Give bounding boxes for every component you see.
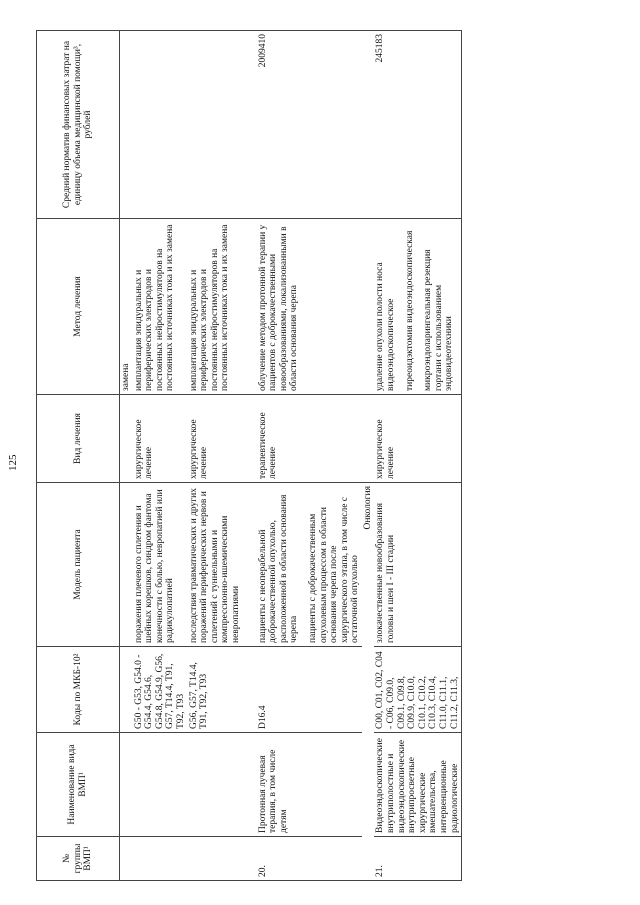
treatment-cell: хирургическое лечение: [374, 395, 461, 483]
vmp-name-cell: Протонная лучевая терапия, в том числе детям: [257, 733, 362, 837]
header-group-number: № группы ВМП¹: [37, 837, 120, 881]
method-cell: замена: [120, 219, 133, 395]
header-cost-norm: Средний норматив финансовых затрат на единицу объема медицинской помощи³, рублей: [37, 31, 120, 219]
section-title: Онкология: [362, 483, 375, 881]
treatment-cell: хирургическое лечение: [188, 395, 243, 483]
treatment-cell: хирургическое лечение: [133, 395, 188, 483]
model-cell: поражения плечевого сплетения и шейных корешков, синдром фантома конечности с болью, невропатией или радикулопатией: [133, 483, 188, 647]
group-number-cell: 21.: [374, 837, 461, 881]
vmp-table: [36, 30, 462, 881]
header-icd-codes: Коды по МКБ-10²: [37, 647, 120, 733]
cost-cell: 245183: [374, 31, 461, 219]
header-patient-model: Модель пациента: [37, 483, 120, 647]
method-text: тиреоидэктомия видеоэндоскопическая: [404, 230, 415, 391]
table-row: [374, 31, 461, 881]
method-text: микроэндоларингеальная резекция гортани с использованием эндовидеотехники: [423, 249, 455, 391]
table-row: [257, 31, 362, 881]
method-cell: облучение методом протонной терапии у пациентов с доброкачественными новообразованиями, локализованными в области основания черепа: [257, 219, 362, 395]
model-cell: последствия травматических и других поражений периферических нервов и сплетений с туннельными и компрессионно-ишемическими невропатиями: [188, 483, 243, 647]
table-row: [243, 31, 257, 881]
table-row: [133, 31, 188, 881]
table-header-row: [37, 31, 120, 881]
cost-cell: 2009410: [257, 31, 362, 219]
model-text: пациенты с доброкачественным опухолевым процессом в области основания черепа после хирургического этапа, в том числе с остаточной опухолью: [307, 496, 361, 643]
group-number-cell: 20.: [257, 837, 362, 881]
method-text: удаление опухоли полости носа видеоэндоскопическое: [375, 262, 397, 391]
header-treatment-method: Метод лечения: [37, 219, 120, 395]
method-cell: имплантация эпидуральных и периферических электродов и постоянных нейростимуляторов на постоянных источниках тока и их замена: [133, 219, 188, 395]
codes-cell: G56, G57, T14.4, T91, T92, T93: [188, 647, 243, 733]
method-cell: имплантация эпидуральных и периферических электродов и постоянных нейростимуляторов на постоянных источниках тока и их замена: [188, 219, 243, 395]
page-number: 125: [7, 454, 19, 471]
header-vmp-name: Наименование вида ВМП¹: [37, 733, 120, 837]
treatment-cell: терапевтическое лечение: [257, 395, 362, 483]
table-row: [188, 31, 243, 881]
table-row: [120, 31, 133, 881]
model-text: пациенты с неоперабельной доброкачественной опухолью, расположенной в области основания черепа: [257, 494, 300, 643]
codes-cell: C00, C01, C02, C04 - C06, C09.0, C09.1, C09.8, C09.9, C10.0, C10.1, C10.2, C10.3, C10.4, C11.0, C11.1, C11.2, C11.3,: [374, 647, 461, 733]
model-cell: злокачественные новообразования головы и шеи I - III стадии: [374, 483, 461, 647]
header-treatment-type: Вид лечения: [37, 395, 120, 483]
method-cell: [374, 219, 461, 395]
section-row: [362, 31, 375, 881]
codes-cell: G50 - G53, G54.0 - G54.4, G54.6, G54.8, G54.9, G56, G57, T14.4, T91, T92, T93: [133, 647, 188, 733]
model-cell: [257, 483, 362, 647]
codes-cell: D16.4: [257, 647, 362, 733]
vmp-name-cell: Видеоэндоскопические внутриполостные и видеоэндоскопические внутрипросветные хирургические вмешательства, интервенционные радиологические: [374, 733, 461, 837]
